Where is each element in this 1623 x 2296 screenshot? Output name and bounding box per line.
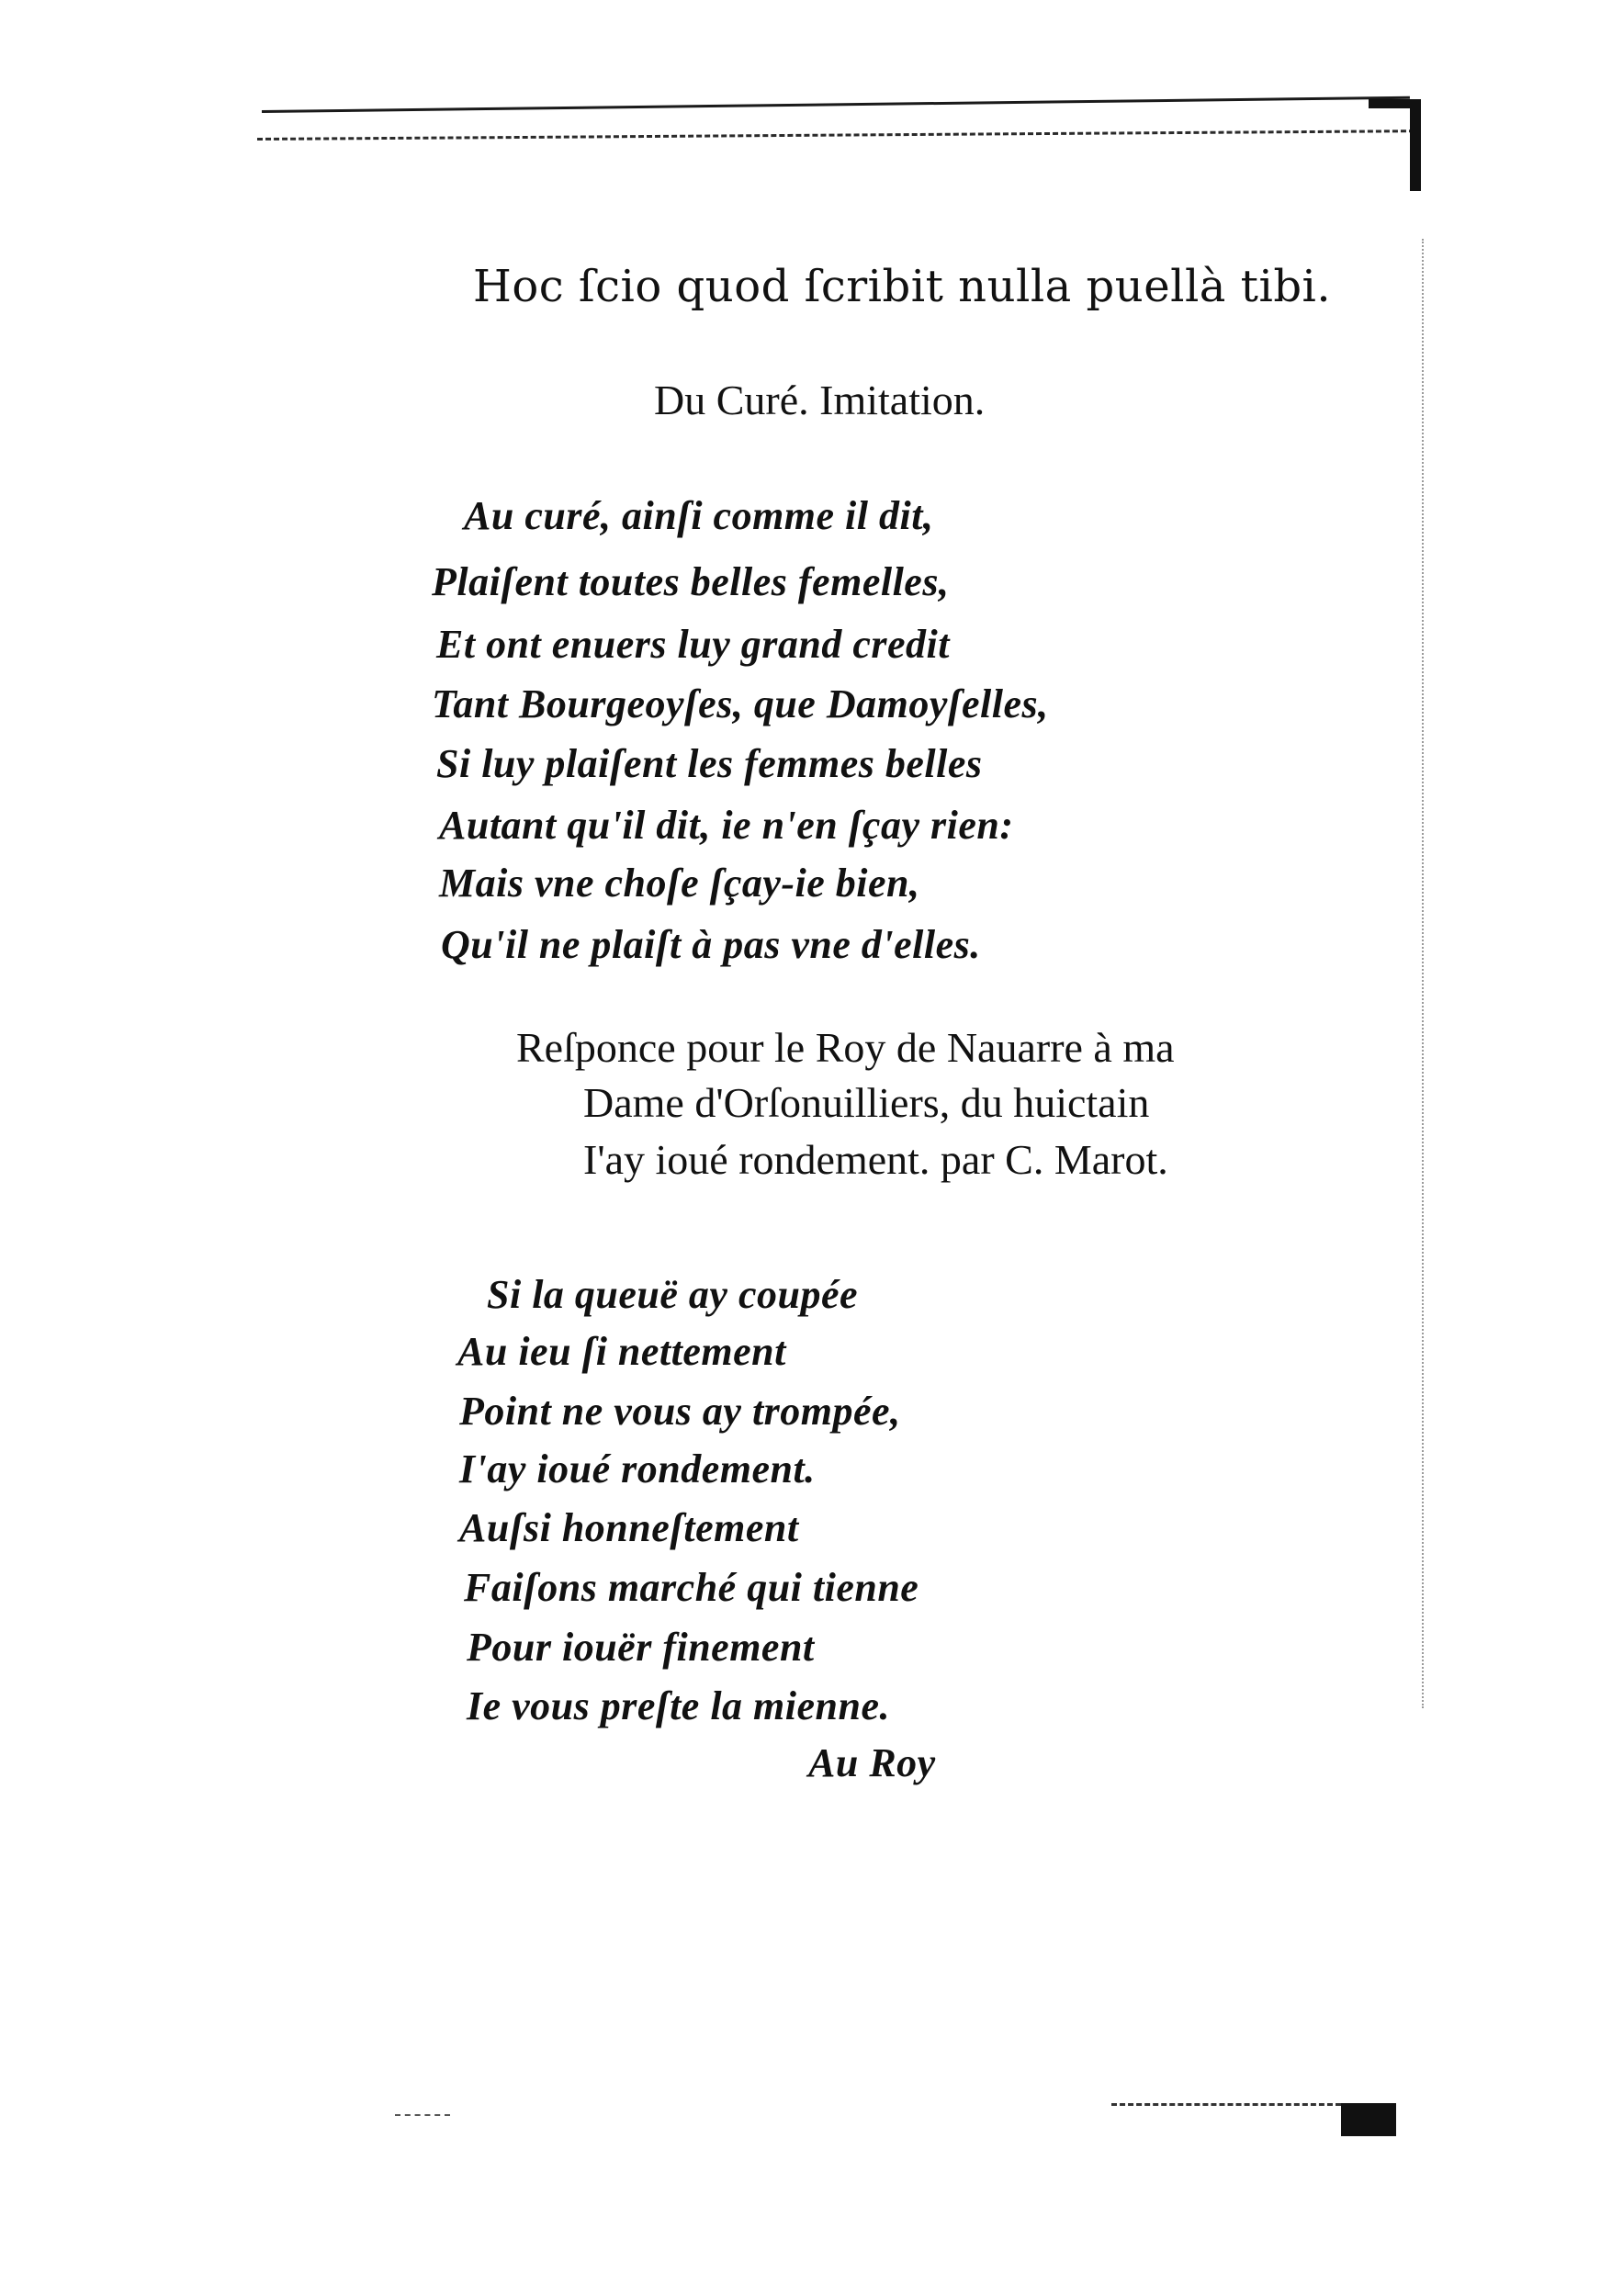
verse-line: Et ont enuers luy grand credit <box>436 622 950 667</box>
page-edge-mark <box>1410 99 1421 191</box>
verse-line: Mais vne choſe ſçay-ie bien, <box>439 861 920 906</box>
verse-line: I'ay ioué rondement. <box>459 1446 816 1491</box>
catchword: Au Roy <box>808 1740 936 1785</box>
verse-line: Tant Bourgeoyſes, que Damoyſelles, <box>432 681 1049 726</box>
top-rule-line <box>262 96 1410 113</box>
verse-line: Autant qu'il dit, ie n'en ſçay rien: <box>439 803 1014 848</box>
bottom-corner-mark <box>1341 2103 1396 2136</box>
latin-verse-line: Hoc ſcio quod ſcribit nulla puellà tibi. <box>473 261 1332 312</box>
verse-line: Si luy plaiſent les femmes belles <box>436 741 983 786</box>
verse-line: Pour iouër finement <box>467 1625 815 1670</box>
verse-line: Au ieu ſi nettement <box>457 1329 786 1374</box>
verse-line: Ie vous preſte la mienne. <box>467 1683 891 1728</box>
poem2-title-line: I'ay ioué rondement. par C. Marot. <box>583 1136 1168 1183</box>
verse-line: Au curé, ainſi comme il dit, <box>464 493 934 538</box>
verse-line: Auſsi honneſtement <box>459 1505 799 1550</box>
bottom-left-dash <box>395 2114 450 2116</box>
edge-specks <box>1422 239 1427 1708</box>
verse-line: Faiſons marché qui tienne <box>464 1565 919 1610</box>
top-dashed-rule <box>257 129 1414 141</box>
verse-line: Si la queuë ay coupée <box>487 1272 859 1317</box>
bottom-dashed-rule <box>1111 2103 1341 2106</box>
verse-line: Point ne vous ay trompée, <box>459 1389 901 1434</box>
poem2-title-line: Reſponce pour le Roy de Nauarre à ma <box>516 1024 1175 1071</box>
verse-line: Qu'il ne plaiſt à pas vne d'elles. <box>441 922 981 967</box>
poem1-title: Du Curé. Imitation. <box>654 377 986 423</box>
verse-line: Plaiſent toutes belles femelles, <box>432 559 950 604</box>
poem2-title-line: Dame d'Orſonuilliers, du huictain <box>583 1079 1150 1126</box>
